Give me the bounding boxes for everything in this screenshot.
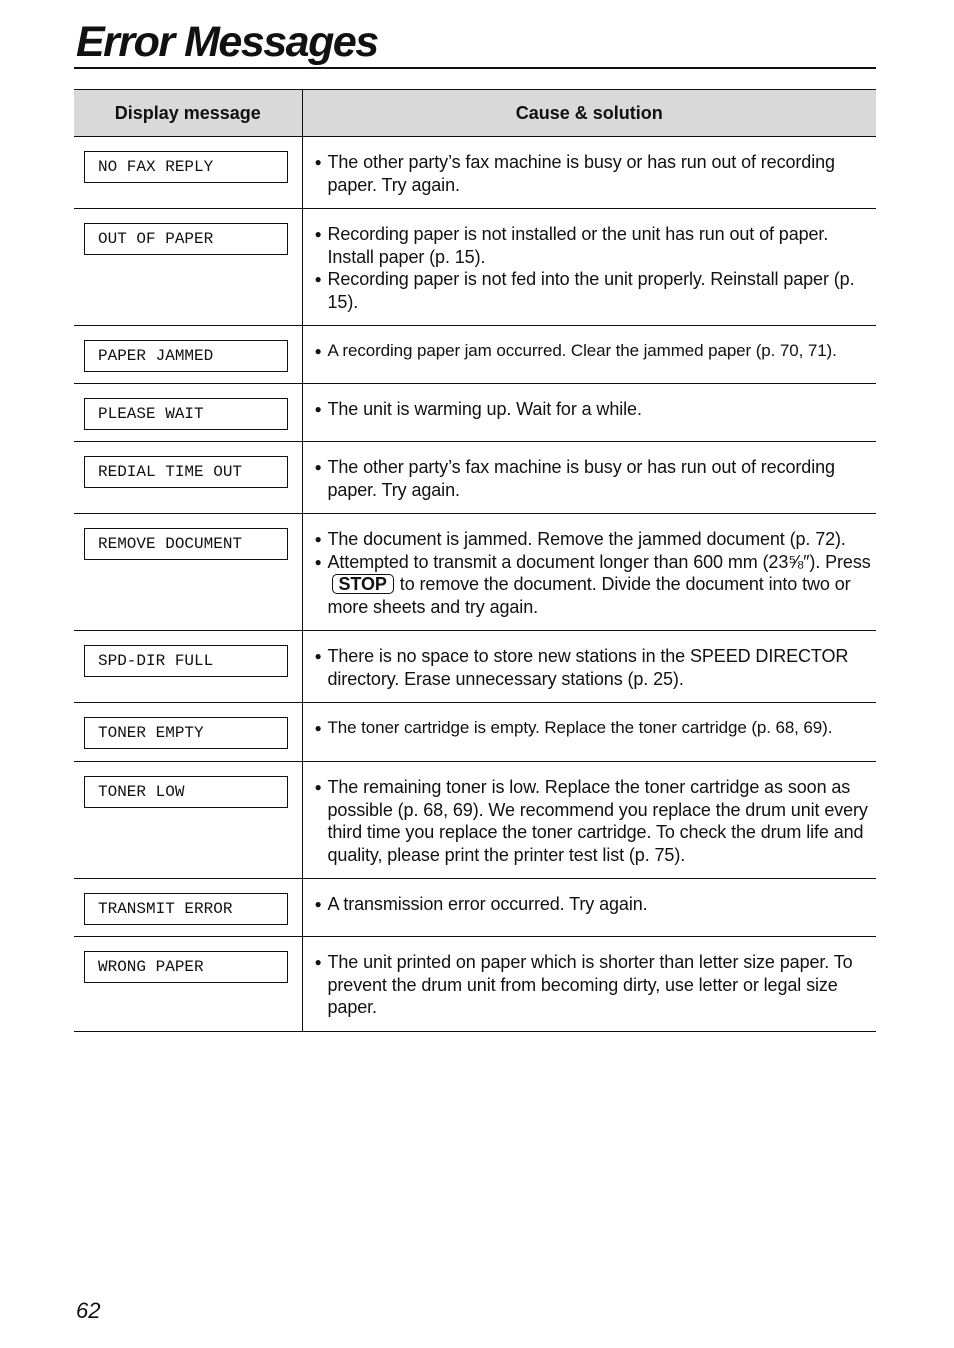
display-message-box: TONER EMPTY	[84, 717, 288, 749]
display-message-cell	[74, 326, 302, 384]
solution-item: ● The other party’s fax machine is busy or has run out of recording paper. Try again.	[317, 151, 875, 196]
solution-cell	[302, 703, 876, 762]
solution-item: ● The unit printed on paper which is shorter than letter size paper. To prevent the drum unit from becoming dirty, use letter or legal size paper.	[317, 951, 875, 1019]
solution-cell	[302, 137, 876, 209]
display-message-cell	[74, 209, 302, 326]
solution-cell	[302, 631, 876, 703]
display-message-box: REDIAL TIME OUT	[84, 456, 288, 488]
table-row	[74, 384, 876, 442]
header-display-message: Display message	[74, 90, 302, 137]
display-message-box: PLEASE WAIT	[84, 398, 288, 430]
solution-item: ● The remaining toner is low. Replace the toner cartridge as soon as possible (p. 68, 69). We recommend you replace the drum unit every third time you replace the toner cartridge. To check the drum life and quality, please print the printer test list (p. 75).	[317, 776, 875, 866]
solution-text: Attempted to transmit a document longer than 600 mm (23⅝″). Press	[327, 551, 871, 572]
display-message-cell	[74, 631, 302, 703]
display-message-box: PAPER JAMMED	[84, 340, 288, 372]
display-message-cell	[74, 442, 302, 514]
solution-item: ● There is no space to store new stations in the SPEED DIRECTOR directory. Erase unnecessary stations (p. 25).	[317, 645, 875, 690]
display-message-cell	[74, 703, 302, 762]
solution-item: ● A transmission error occurred. Try again.	[317, 893, 875, 916]
solution-item: ● Recording paper is not fed into the unit properly. Reinstall paper (p. 15).	[317, 268, 875, 313]
display-message-cell	[74, 514, 302, 631]
solution-cell	[302, 326, 876, 384]
solution-cell	[302, 879, 876, 937]
solution-cell	[302, 442, 876, 514]
display-message-box: TONER LOW	[84, 776, 288, 808]
solution-item	[317, 551, 875, 619]
error-messages-table	[74, 89, 876, 1032]
solution-item: ● The toner cartridge is empty. Replace the toner cartridge (p. 68, 69).	[317, 717, 875, 740]
stop-key: STOP	[332, 574, 394, 594]
display-message-box: NO FAX REPLY	[84, 151, 288, 183]
display-message-box: SPD-DIR FULL	[84, 645, 288, 677]
display-message-cell	[74, 384, 302, 442]
title-underline	[74, 67, 876, 69]
solution-cell	[302, 514, 876, 631]
table-row	[74, 209, 876, 326]
display-message-box: WRONG PAPER	[84, 951, 288, 983]
table-row	[74, 631, 876, 703]
display-message-cell	[74, 762, 302, 879]
display-message-cell	[74, 937, 302, 1032]
page-number: 62	[76, 1298, 101, 1323]
display-message-cell	[74, 879, 302, 937]
solution-item: ● Recording paper is not installed or the unit has run out of paper. Install paper (p. 15).	[317, 223, 875, 268]
header-cause-solution: Cause & solution	[302, 90, 876, 137]
table-row	[74, 937, 876, 1032]
solution-item: ● The document is jammed. Remove the jammed document (p. 72).	[317, 528, 875, 551]
solution-cell	[302, 209, 876, 326]
table-header-row	[74, 90, 876, 137]
table-row	[74, 762, 876, 879]
table-row	[74, 442, 876, 514]
table-row	[74, 703, 876, 762]
solution-item: ● A recording paper jam occurred. Clear the jammed paper (p. 70, 71).	[317, 340, 875, 363]
display-message-box: REMOVE DOCUMENT	[84, 528, 288, 560]
table-row	[74, 326, 876, 384]
solution-item: ● The other party’s fax machine is busy or has run out of recording paper. Try again.	[317, 456, 875, 501]
display-message-box: TRANSMIT ERROR	[84, 893, 288, 925]
solution-item: ● The unit is warming up. Wait for a while.	[317, 398, 875, 421]
solution-cell	[302, 384, 876, 442]
display-message-cell	[74, 137, 302, 209]
solution-cell	[302, 762, 876, 879]
solution-cell	[302, 937, 876, 1032]
table-row	[74, 879, 876, 937]
display-message-box: OUT OF PAPER	[84, 223, 288, 255]
table-row	[74, 514, 876, 631]
page-title: Error Messages	[76, 18, 378, 66]
solution-text: to remove the document. Divide the document into two or more sheets and try again.	[327, 574, 851, 617]
table-row	[74, 137, 876, 209]
